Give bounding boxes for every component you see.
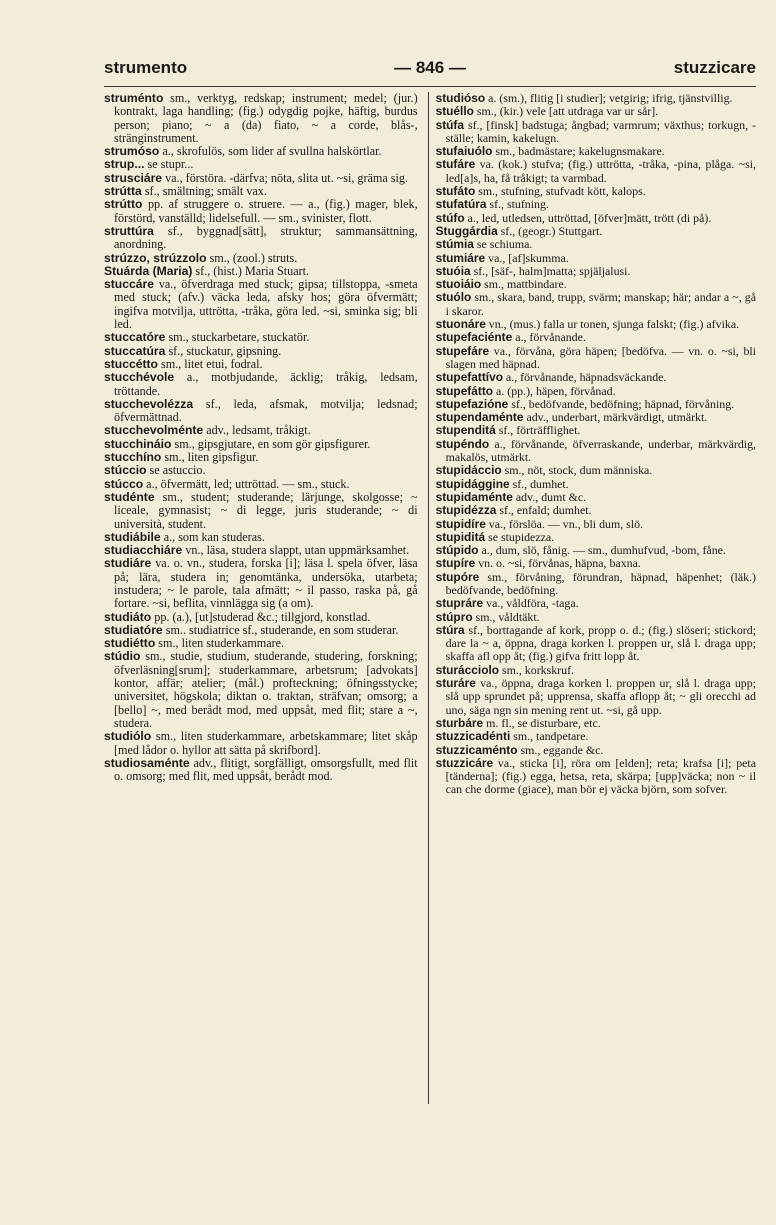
entry-headword: sturbáre [435, 715, 484, 730]
entry-definition: va., förstöra. -därfva; nöta, slita ut. ~si, gräma sig. [162, 170, 408, 185]
entry-definition: sm., stufning, stufvadt kött, kalops. [475, 184, 646, 199]
dictionary-entry [436, 252, 756, 265]
entry-definition: sf., leda, afsmak, motvilja; ledsnad; öfvermättnad. [114, 396, 418, 425]
dictionary-entry [436, 557, 756, 570]
dictionary-entry [104, 624, 418, 637]
dictionary-entry [104, 531, 418, 544]
entry-definition: sm., liten studerkammare. [155, 636, 285, 651]
entry-definition: sm., tandpetare. [510, 729, 589, 744]
entry-definition: adv., dumt &c. [512, 489, 587, 504]
entry-headword: stupidaménte [435, 489, 513, 504]
entry-definition: va., förslöa. — vn., bli dum, slö. [485, 516, 644, 531]
entry-definition: va. (kok.) stufva; (fig.) uttrötta, -tråka, -pina, plåga. ~si, led[a]s, ha, få tråkigt; ta varmbad. [445, 157, 756, 185]
dictionary-entry [436, 291, 756, 318]
entry-headword: studiosaménte [104, 755, 190, 770]
entry-definition: sm., våldtäkt. [472, 609, 540, 624]
dictionary-entry [436, 744, 756, 757]
dictionary-entry [104, 464, 418, 477]
entry-definition: sm., litet etui, fodral. [157, 356, 263, 371]
dictionary-entry [436, 424, 756, 437]
dictionary-entry [436, 318, 756, 331]
dictionary-entry [104, 438, 418, 451]
entry-definition: va., förvåna, göra häpen; [bedöfva. — vn. o. ~si, bli slagen med häpnad. [445, 343, 756, 371]
entry-definition: sm., nöt, stock, dum människa. [501, 463, 653, 478]
dictionary-entry [436, 611, 756, 624]
entry-headword: stupefattívo [435, 370, 503, 385]
dictionary-entry [104, 158, 418, 171]
dictionary-entry [104, 730, 418, 757]
entry-headword: stúfa [435, 117, 465, 132]
entry-headword: stupidággine [435, 476, 510, 491]
entry-headword: stupefaciénte [435, 330, 513, 345]
entry-definition: a., led, utledsen, uttröttad, [öfver]mätt, trött (di på). [464, 210, 712, 225]
dictionary-entry [436, 158, 756, 185]
entry-headword: stupendaménte [435, 410, 524, 425]
entry-definition: sm., student; studerande; lärjunge, skolgosse; ~ liceale, gymnasist; ~ di legge, juris studerande; ~ di università, student. [114, 489, 418, 531]
dictionary-entry [104, 252, 418, 265]
dictionary-entry [436, 544, 756, 557]
entry-headword: sturáre [435, 676, 476, 691]
entry-headword: stuzzicaménto [435, 742, 518, 757]
entry-definition: a., öfvermätt, led; uttröttad. — sm., stuck. [143, 476, 350, 491]
entry-definition: sm., mattbindare. [481, 277, 567, 292]
dictionary-entry [436, 398, 756, 411]
entry-headword: stuccatúra [104, 343, 166, 358]
entry-headword: strútto [104, 197, 143, 212]
dictionary-entry [436, 198, 756, 211]
entry-headword: stupefazióne [435, 396, 509, 411]
entry-definition: pp. af struggere o. struere. — a., (fig.) mager, blek, förstörd, vanställd; lidelsefull. — sm., svinister, flott. [114, 197, 418, 225]
entry-headword: stupidíre [435, 516, 486, 531]
dictionary-entry [104, 757, 418, 784]
header-right-guideword: stuzzicare [673, 58, 756, 77]
entry-headword: stuonáre [435, 317, 486, 332]
entry-headword: stumiáre [435, 250, 486, 265]
dictionary-entry [104, 198, 418, 225]
dictionary-entry [436, 491, 756, 504]
entry-headword: stucchíno [104, 450, 162, 465]
entry-headword: stupéndo [435, 436, 490, 451]
dictionary-entry [104, 345, 418, 358]
dictionary-entry [436, 278, 756, 291]
entry-definition: sm., badmästare; kakelugnsmakare. [492, 144, 665, 159]
entry-definition: m. fl., se disturbare, etc. [483, 715, 601, 730]
dictionary-entry [104, 331, 418, 344]
dictionary-entry [104, 278, 418, 331]
dictionary-entry [436, 265, 756, 278]
entry-headword: strup... [104, 157, 145, 172]
dictionary-entry [436, 105, 756, 118]
entry-headword: stucchináio [104, 436, 172, 451]
entry-headword: stufáto [435, 184, 476, 199]
entry-headword: stúfo [435, 210, 465, 225]
dictionary-entry [436, 411, 756, 424]
entry-definition: adv., underbart, märkvärdigt, utmärkt. [523, 410, 708, 425]
entry-definition: sm., verktyg, redskap; instrument; medel; (jur.) kontrakt, laga handling; (fig.) odygdig pojke, häftig, burdus person; piano; ~ a (da) fiato, ~ a corde, blås-, stränginstrument. [114, 91, 418, 145]
dictionary-entry [436, 597, 756, 610]
entry-definition: sm., korkskruf. [499, 662, 575, 677]
dictionary-entry [104, 491, 418, 531]
entry-headword: strusciáre [104, 170, 163, 185]
entry-headword: stupóre [435, 569, 480, 584]
dictionary-entry [436, 624, 756, 664]
entry-definition: sm., studie, studium, studerande, studering, forskning; öfverläsning[srum]; studerkammare, arbetsrum; [advokats] kontor, affär; atelier; (mål.) profteckning; öfningsstycke; universitet, högskola; diktan o. traktan, sträfvan; omsorg; a [bello] ~, med berådt mod, med uppsåt, med flit; stare a ~, studera. [114, 649, 418, 730]
dictionary-entry [436, 145, 756, 158]
entry-headword: stucchevolménte [104, 423, 204, 438]
entry-headword: stupidáccio [435, 463, 502, 478]
entry-definition: a., dum, slö, fånig. — sm., dumhufvud, -bom, fåne. [478, 543, 726, 558]
entry-definition: sf., [finsk] badstuga; ångbad; varmrum; växthus; torkugn, -ställe; kamin, kakelugn. [445, 117, 756, 145]
entry-definition: a., förvånande. [512, 330, 586, 345]
entry-definition: sm., liten gipsfigur. [161, 450, 259, 465]
entry-headword: Stuárda (Maria) [104, 263, 193, 278]
dictionary-entry [436, 757, 756, 797]
dictionary-entry [436, 717, 756, 730]
entry-headword: stupiditá [435, 529, 486, 544]
dictionary-entry [104, 145, 418, 158]
entry-headword: stupráre [435, 596, 484, 611]
entry-definition: va., [af]skumma. [485, 250, 569, 265]
entry-headword: stúcco [104, 476, 144, 491]
entry-headword: stuzzicadénti [435, 729, 511, 744]
entry-definition: sf., borttagande af kork, propp o. d.; (fig.) slöseri; stickord; dare la ~ a, öppna, draga korken l. proppen ur, slå l. draga upp; skaffa afl opp åt; (fig.) gifva fritt lopp åt. [445, 622, 756, 664]
entry-definition: a. (sm.), flitig [i studier]; vetgirig; ifrig, tjänstvillig. [485, 91, 733, 105]
dictionary-entry [104, 92, 418, 145]
entry-definition: vn., (mus.) falla ur tonen, sjunga falskt; (fig.) afvika. [485, 317, 740, 332]
page-number: — 846 — [394, 58, 466, 77]
entry-definition: a., förvånande, öfverraskande, underbar, märkvärdig, makalös, utmärkt. [445, 436, 756, 465]
entry-headword: stuzzicáre [435, 755, 494, 770]
entry-definition: va., våldföra, -taga. [483, 596, 579, 611]
dictionary-entry [104, 358, 418, 371]
entry-headword: stúccio [104, 463, 147, 478]
entry-headword: Stuggárdia [435, 223, 498, 238]
entry-headword: stucchévole [104, 370, 175, 385]
entry-definition: a., förvånande, häpnadsväckande. [502, 370, 667, 385]
entry-definition: a., skrofulös, som lider af svullna halskörtlar. [159, 144, 382, 159]
dictionary-entry [436, 371, 756, 384]
column-divider [428, 92, 429, 1104]
entry-headword: stuccétto [104, 356, 158, 371]
entry-headword: stuóia [435, 263, 471, 278]
columns [104, 92, 756, 1104]
entry-headword: stúmia [435, 237, 474, 252]
entry-headword: studiábile [104, 529, 161, 544]
dictionary-entry [436, 518, 756, 531]
entry-headword: stúra [435, 622, 465, 637]
dictionary-entry [436, 185, 756, 198]
page-header [104, 58, 756, 82]
entry-definition: va., öfverdraga med stuck; gipsa; tillstoppa, -smeta med stuck; (afv.) väcka leda, afsky hos; göra öfvermätt; ingifva motvilja, uttrötta, -tråka, göra led. ~si, sminka sig; bli led. [114, 277, 418, 332]
entry-headword: stuéllo [435, 104, 474, 119]
dictionary-entry [104, 172, 418, 185]
entry-headword: stucchevolézza [104, 396, 194, 411]
entry-headword: studiáre [104, 556, 152, 571]
dictionary-entry [104, 637, 418, 650]
entry-definition: sf., dumhet. [509, 476, 569, 491]
entry-definition: sm., skara, band, trupp, svärm; manskap; här; andar a ~, gå i skaror. [445, 290, 756, 318]
dictionary-entry [436, 212, 756, 225]
dictionary-entry [104, 225, 418, 252]
entry-definition: sm., (kir.) vele [att utdraga var ur sår]. [473, 104, 659, 119]
entry-headword: stufáre [435, 157, 476, 172]
entry-definition: va., öppna, draga korken l. proppen ur, slå l. draga upp; slå upp sprundet på; upprensa, skaffa aflopp åt; ~ gli orecchi ad uno, säga ngn sin mening rent ut. ~si, gå upp. [445, 676, 756, 717]
dictionary-entry [436, 504, 756, 517]
entry-definition: se stupr... [144, 157, 194, 172]
left-column [104, 92, 424, 1104]
entry-definition: pp. (a.), [ut]studerad &c.; tillgjord, konstlad. [151, 609, 371, 624]
entry-definition: se astuccio. [146, 463, 206, 478]
entry-headword: stupidézza [435, 503, 497, 518]
dictionary-entry [104, 424, 418, 437]
dictionary-entry [104, 398, 418, 425]
dictionary-entry [104, 557, 418, 610]
entry-headword: stupenditá [435, 423, 496, 438]
entry-headword: struttúra [104, 223, 154, 238]
dictionary-entry [104, 185, 418, 198]
entry-definition: vn. o. ~si, förvånas, häpna, baxna. [475, 556, 641, 571]
entry-headword: stupefáre [435, 343, 490, 358]
entry-headword: stúpido [435, 543, 479, 558]
entry-definition: sm., eggande &c. [517, 742, 604, 757]
entry-definition: a., som kan studeras. [160, 529, 265, 544]
dictionary-entry [104, 611, 418, 624]
entry-definition: sf., (geogr.) Stuttgart. [497, 223, 603, 238]
dictionary-entry [104, 371, 418, 398]
entry-definition: sf., (hist.) Maria Stuart. [192, 263, 310, 278]
entry-headword: studénte [104, 489, 155, 504]
dictionary-entry [104, 451, 418, 464]
entry-definition: a. (pp.), häpen, förvånad. [493, 383, 616, 398]
entry-headword: sturácciolo [435, 662, 500, 677]
entry-definition: se stupidezza. [485, 529, 555, 544]
dictionary-entry [436, 730, 756, 743]
entry-headword: stúdio [104, 649, 141, 664]
dictionary-entry [436, 385, 756, 398]
dictionary-entry [436, 677, 756, 717]
entry-headword: studiétto [104, 636, 156, 651]
right-column [436, 92, 756, 1104]
entry-headword: stupíre [435, 556, 476, 571]
entry-headword: stufatúra [435, 197, 487, 212]
dictionary-entry [436, 238, 756, 251]
entry-headword: stufaiuólo [435, 144, 493, 159]
dictionary-entry [436, 478, 756, 491]
entry-headword: strútta [104, 184, 142, 199]
dictionary-entry [436, 531, 756, 544]
entry-definition: vn., läsa, studera slappt, utan uppmärksamhet. [182, 543, 410, 558]
header-rule [104, 86, 756, 87]
entry-definition: sf., stufning. [486, 197, 549, 212]
dictionary-entry [104, 478, 418, 491]
entry-definition: sm., (zool.) struts. [206, 250, 298, 265]
entry-headword: stupefátto [435, 383, 494, 398]
entry-definition: adv., flitigt, sorgfälligt, omsorgsfullt, med flit o. omsorg; med flit, med uppsåt, berådt mod. [114, 755, 418, 784]
entry-headword: studiatóre [104, 622, 163, 637]
entry-definition: va., sticka [i], röra om [elden]; reta; krafsa [i]; peta [tänderna]; (fig.) egga, hetsa, reta, skärpa; [upp]väcka; non ~ il can che dorme (giace), man bör ej väcka björn, som sofver. [445, 755, 756, 797]
entry-headword: stuoiáio [435, 277, 482, 292]
entry-definition: sm., gipsgjutare, en som gör gipsfigurer. [171, 436, 371, 451]
entry-definition: sm., förvåning, förundran, häpnad, häpenhet; (läk.) bedöfvande, bedöfning. [445, 569, 756, 597]
entry-headword: studióso [435, 91, 486, 105]
dictionary-entry [436, 664, 756, 677]
entry-definition: sf., bedöfvande, bedöfning; häpnad, förvåning. [508, 396, 735, 411]
entry-definition: sf., smältning; smält vax. [141, 184, 267, 199]
entry-headword: stuólo [435, 290, 472, 305]
entry-definition: sm., liten studerkammare, arbetskammare; litet skåp [med lådor o. hyllor att sätta på skrifbord]. [114, 729, 418, 757]
entry-headword: stúpro [435, 609, 473, 624]
header-left-guideword: strumento [104, 58, 188, 77]
dictionary-entry [436, 331, 756, 344]
entry-definition: sf., byggnad[sätt], struktur; sammansättning, anordning. [114, 223, 418, 252]
entry-headword: studiáto [104, 609, 152, 624]
entry-headword: studiacchiáre [104, 543, 183, 558]
dictionary-entry [436, 438, 756, 465]
entry-definition: va. o. vn., studera, forska [i]; läsa l. spela öfver, läsa på; lära, studera in; genomtänka, undersöka, utarbeta; instudera; ~ le parole, tala afmätt; ~ il passo, raska på, gå fortare. ~si, beflita, vinnlägga sig (a om). [114, 556, 418, 611]
entry-headword: stuccáre [104, 277, 154, 292]
entry-headword: struménto [104, 91, 164, 105]
dictionary-entry [104, 544, 418, 557]
entry-definition: sf., enfald; dumhet. [496, 503, 592, 518]
dictionary-entry [436, 464, 756, 477]
entry-definition: sf., förträfflighet. [495, 423, 581, 438]
dictionary-entry [104, 265, 418, 278]
entry-definition: a., motbjudande, äcklig; tråkig, ledsam, tröttande. [114, 370, 418, 398]
entry-definition: sm., stuckarbetare, stuckatör. [165, 330, 310, 345]
dictionary-entry [436, 225, 756, 238]
dictionary-entry [436, 571, 756, 598]
entry-headword: strúzzo, strúzzolo [104, 250, 207, 265]
entry-definition: sm.. studiatrice sf., studerande, en som studerar. [162, 622, 399, 637]
entry-definition: adv., ledsamt, tråkigt. [203, 423, 311, 438]
entry-definition: sf., stuckatur, gipsning. [165, 343, 282, 358]
entry-headword: stuccatóre [104, 330, 166, 345]
dictionary-entry [436, 119, 756, 146]
dictionary-entry [436, 345, 756, 372]
entry-definition: sf., [säf-, halm]matta; spjäljalusi. [470, 263, 631, 278]
entry-headword: studiólo [104, 729, 152, 744]
dictionary-entry [104, 650, 418, 730]
entry-headword: strumóso [104, 144, 160, 159]
entry-definition: se schiuma. [473, 237, 533, 252]
dictionary-entry [436, 92, 756, 105]
